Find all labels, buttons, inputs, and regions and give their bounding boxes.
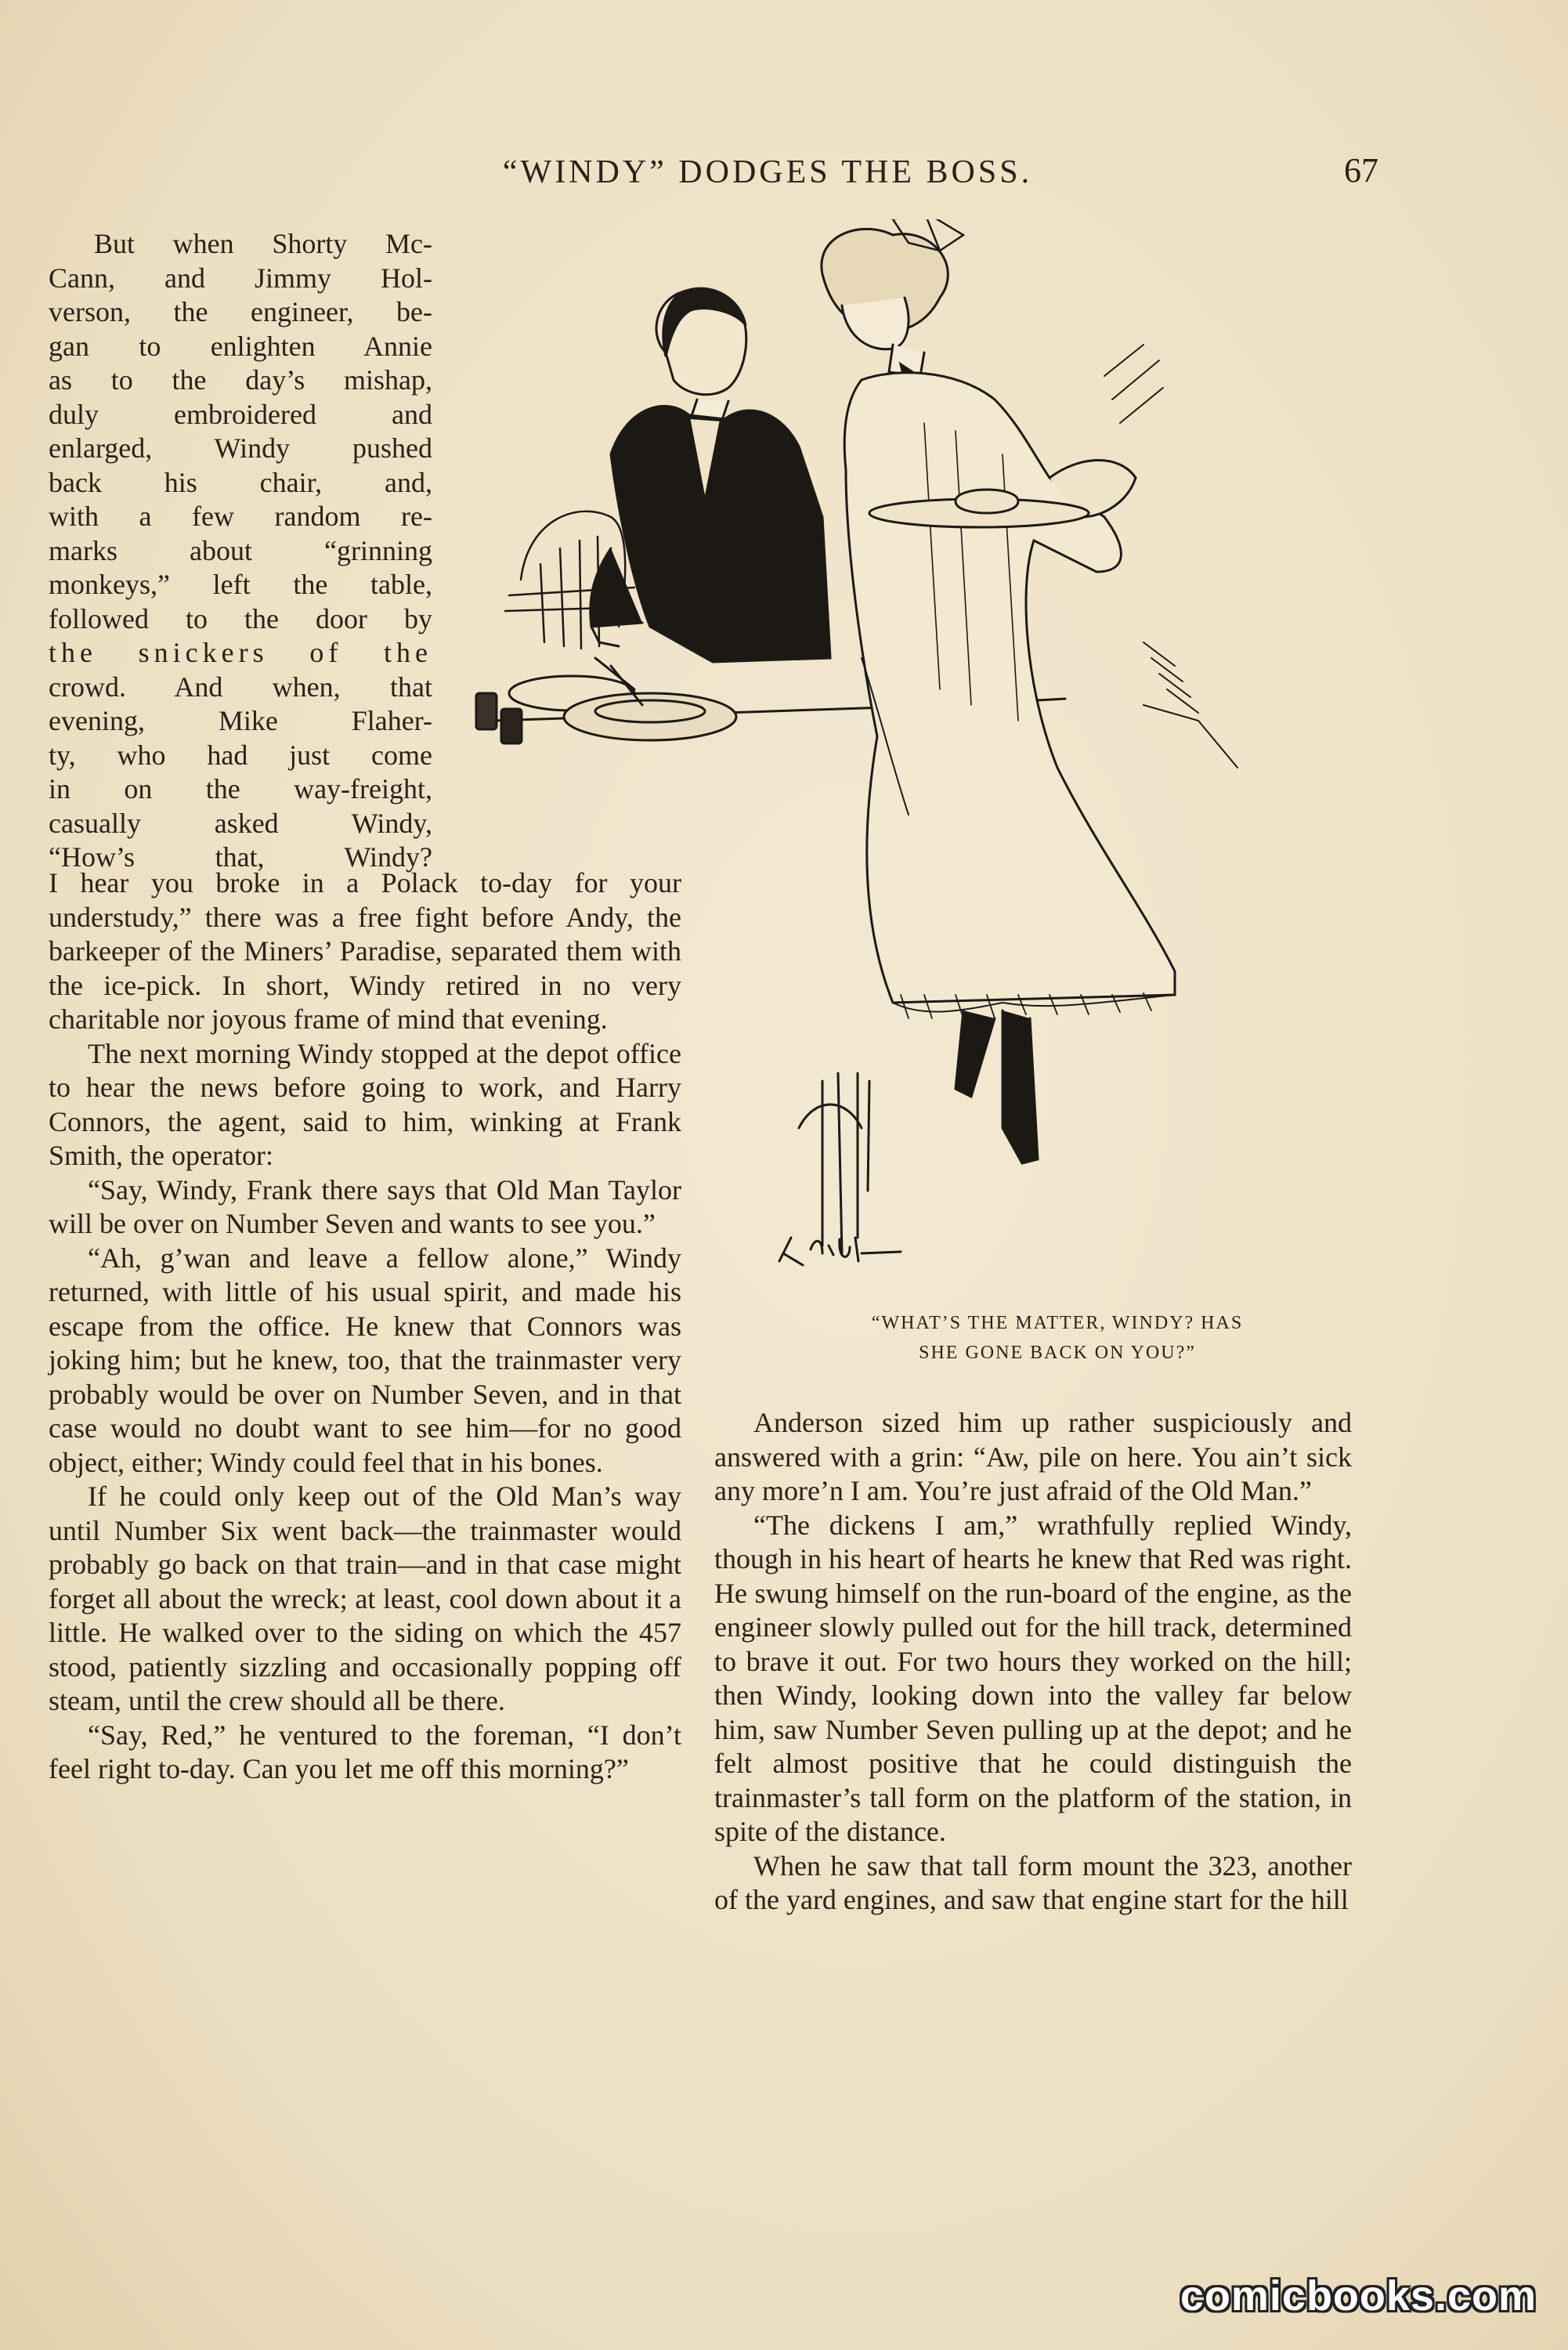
- paragraph-1-line: gan to enlighten Annie: [49, 330, 432, 362]
- paragraph-1-line: the snickers of the: [49, 637, 432, 668]
- salt-shaker: [476, 693, 497, 729]
- caption-line-2: SHE GONE BACK ON YOU?”: [919, 1343, 1196, 1363]
- paragraph-1-line: back his chair, and,: [49, 466, 432, 498]
- paragraph-2: The next morning Windy stopped at the depot office to hear the news before going to work, and Harry Connors, the agent, said to him, winking at Frank Smith, the operator:: [49, 1037, 681, 1171]
- paragraph-1-continuation: I hear you broke in a Polack to-day for your understudy,” there was a free fight before Andy, the barkeeper of the Miners’ Paradise, separated them with the ice-pick. In short, Windy retired in no very charitable nor joyous frame of mind that evening.: [49, 867, 681, 1035]
- paragraph-1-line: “How’s that, Windy?: [49, 841, 432, 873]
- running-title: “WINDY” DODGES THE BOSS.: [502, 154, 1033, 190]
- paragraph-1-line: evening, Mike Flaher-: [49, 705, 432, 736]
- paragraph-1-line: verson, the engineer, be-: [49, 296, 432, 327]
- table-leg: [799, 1073, 869, 1253]
- page-number: 67: [1344, 151, 1378, 190]
- woman-figure: [822, 219, 1175, 1163]
- paragraph-1-line: duly embroidered and: [49, 398, 432, 430]
- site-watermark: comicbooks.com: [1180, 2272, 1537, 2319]
- paragraph-7: Anderson sized him up rather suspiciously and answered with a grin: “Aw, pile on here. You ain’t sick any more’n I am. You’re just afraid of the Old Man.”: [714, 1407, 1352, 1506]
- paragraph-1-line: Cann, and Jimmy Hol-: [49, 262, 432, 294]
- paragraph-9: When he saw that tall form mount the 323, another of the yard engines, and saw that engine start for the hill: [714, 1849, 1352, 1915]
- pepper-shaker: [501, 709, 522, 743]
- paragraph-4: “Ah, g’wan and leave a fellow alone,” Windy returned, with little of his usual spirit, and made his escape from the office. He knew that Connors was joking him; but he knew, too, that the trainmaster very probably would be over on Number Seven, and in that case would no doubt want to see him—for no good object, either; Windy could feel that in his bones.: [49, 1242, 681, 1478]
- paragraph-1-line: marks about “grinning: [49, 534, 432, 566]
- paragraph-1-line: in on the way-freight,: [49, 773, 432, 804]
- paragraph-6: “Say, Red,” he ventured to the foreman, “I don’t feel right to-day. Can you let me off this morning?”: [49, 1719, 681, 1784]
- narrow-text-column: [49, 227, 432, 875]
- paragraph-1-line: as to the day’s mishap,: [49, 364, 432, 396]
- pen-illustration: [454, 219, 1363, 1316]
- artist-signature: [779, 1238, 901, 1265]
- man-figure: [591, 288, 830, 705]
- signature-text: Knight: [454, 219, 457, 220]
- paragraph-1-line: But when Shorty Mc-: [94, 228, 432, 259]
- right-text-column: [714, 1406, 1352, 1918]
- caption-line-1: “WHAT’S THE MATTER, WINDY? HAS: [871, 1313, 1244, 1333]
- paragraph-1-line: crowd. And when, that: [49, 671, 432, 703]
- paragraph-1-line: monkeys,” left the table,: [49, 569, 432, 600]
- paragraph-1-line: ty, who had just come: [49, 739, 432, 771]
- paragraph-5: If he could only keep out of the Old Man’s way until Number Six went back—the trainmaster would probably go back on that train—and in that case might forget all about the wreck; at least, cool down about it a little. He walked over to the siding on which the 457 stood, patiently sizzling and occasionally popping off steam, until the crew should all be there.: [49, 1480, 681, 1716]
- paragraph-1-line: with a few random re-: [49, 501, 432, 532]
- page-header: [313, 151, 1378, 201]
- paragraph-3: “Say, Windy, Frank there says that Old Man Taylor will be over on Number Seven and wants to see you.”: [49, 1173, 681, 1239]
- paragraph-1-line: followed to the door by: [49, 602, 432, 634]
- paragraph-1-line: enlarged, Windy pushed: [49, 432, 432, 464]
- paragraph-8: “The dickens I am,” wrathfully replied Windy, though in his heart of hearts he knew that Red was right. He swung himself on the run-board of the engine, as the engineer slowly pulled out for the hill track, determined to brave it out. For two hours they worked on the hill; then Windy, looking down into the valley far below him, saw Number Seven pulling up at the depot; and he felt almost positive that he could distinguish the trainmaster’s tall form on the platform of the station, in spite of the distance.: [714, 1509, 1352, 1847]
- paragraph-1-line: casually asked Windy,: [49, 807, 432, 839]
- illustration-caption: [775, 1308, 1339, 1368]
